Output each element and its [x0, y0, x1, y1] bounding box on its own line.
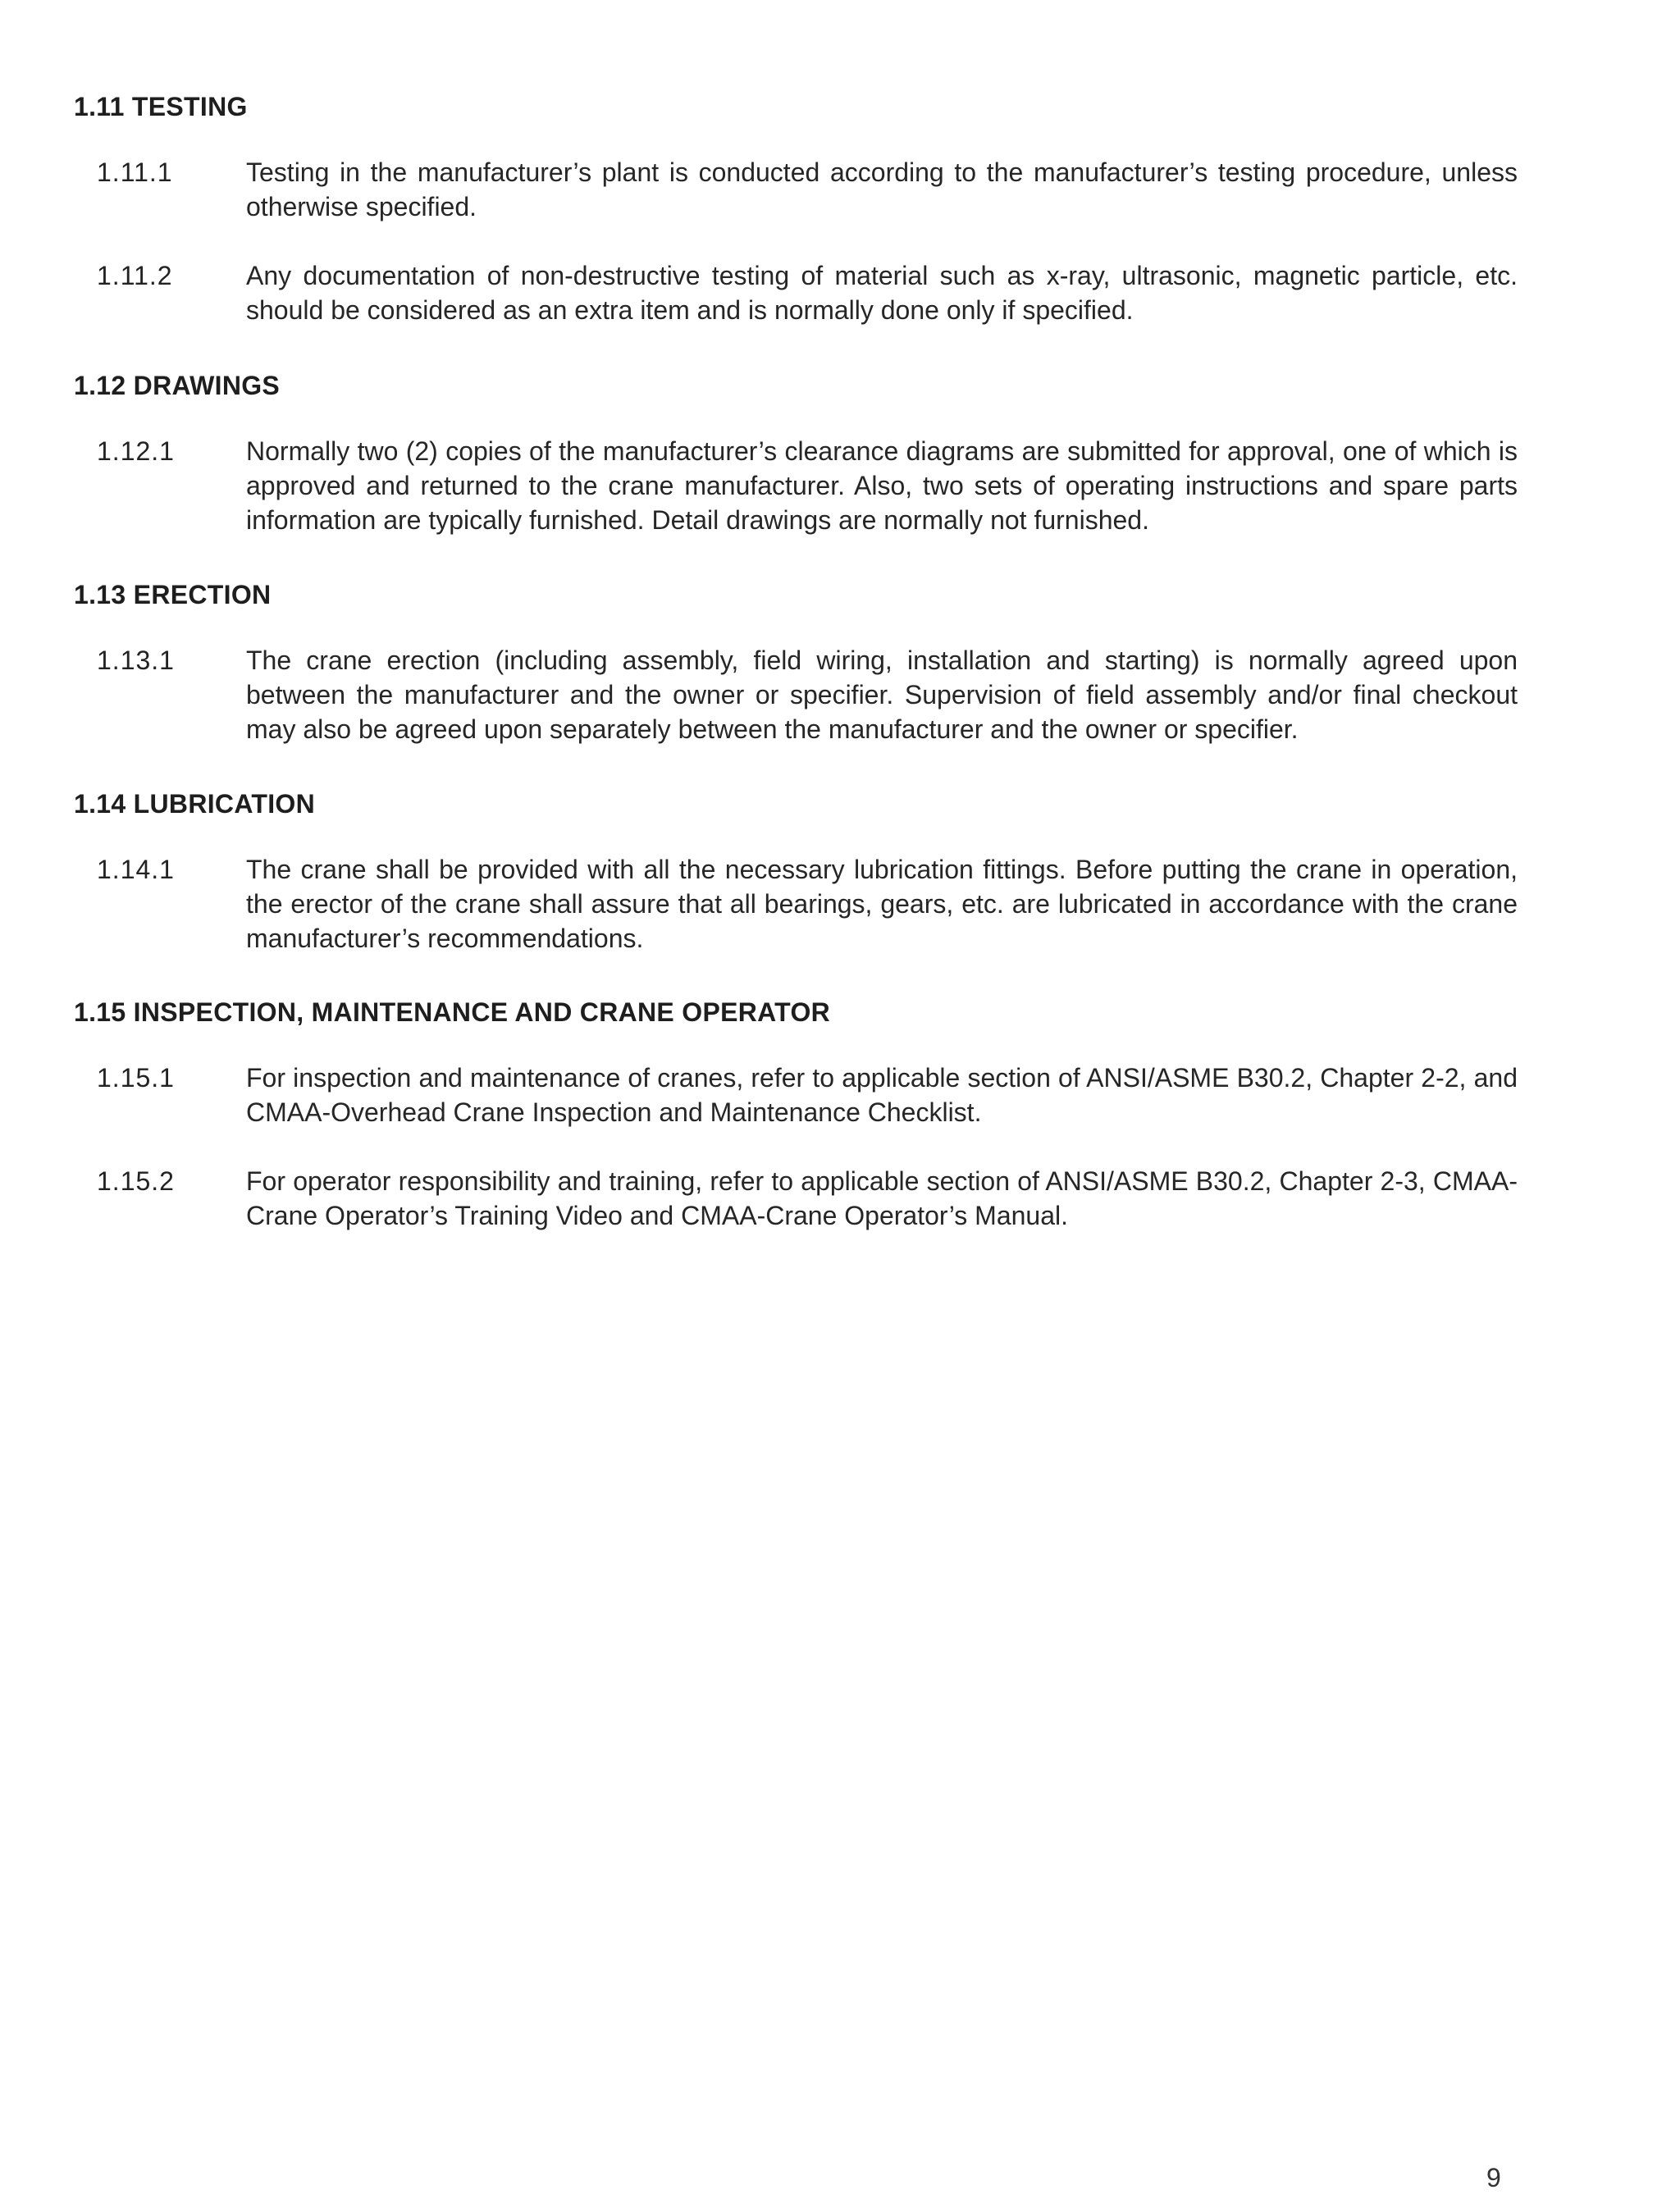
clause-number: 1.12.1 — [97, 436, 175, 466]
clause-number: 1.14.1 — [97, 855, 175, 884]
clause-text: For operator responsibility and training, refer to applicable section of ANSI/ASME B30.2, Chapter 2-3, CMAA-Crane Operator’s Training Video and CMAA-Crane Operator’s Manual. — [246, 1166, 1518, 1230]
clause — [74, 434, 1534, 537]
clause-text: The crane shall be provided with all the necessary lubrication fittings. Before putting the crane in operation, the erector of the crane shall assure that all bearings, gears, etc. are lubricated in accordance with the crane manufacturer’s recommendations. — [246, 855, 1518, 953]
clause-number: 1.11.2 — [97, 261, 173, 290]
clause — [74, 1061, 1534, 1129]
clause — [74, 852, 1534, 956]
page-number: 9 — [1486, 2163, 1501, 2192]
clause-text: The crane erection (including assembly, field wiring, installation and starting) is normally agreed upon between the manufacturer and the owner or specifier. Supervision of field assembly and/or final checkout may also be agreed upon separately between the manufacturer and the owner or specifier. — [246, 646, 1518, 744]
clause — [74, 155, 1534, 224]
clause-text: Any documentation of non-destructive testing of material such as x-ray, ultrasonic, magnetic particle, etc. should be considered as an extra item and is normally done only if specified. — [246, 261, 1518, 325]
clause-text: Normally two (2) copies of the manufacturer’s clearance diagrams are submitted for approval, one of which is approved and returned to the crane manufacturer. Also, two sets of operating instructions and spare parts information are typically furnished. Detail drawings are normally not furnished. — [246, 436, 1518, 535]
section-testing — [74, 92, 1534, 327]
clause-number: 1.11.1 — [97, 157, 173, 187]
section-heading: 1.13 ERECTION — [74, 580, 272, 609]
section-inspection-maintenance — [74, 997, 1534, 1233]
clause-number: 1.15.1 — [97, 1063, 175, 1093]
clause — [74, 258, 1534, 327]
section-heading: 1.12 DRAWINGS — [74, 371, 281, 400]
clause — [74, 643, 1534, 746]
clause-text: For inspection and maintenance of cranes, refer to applicable section of ANSI/ASME B30.2, Chapter 2-2, and CMAA-Overhead Crane Inspection and Maintenance Checklist. — [246, 1063, 1518, 1127]
clause-number: 1.15.2 — [97, 1166, 175, 1196]
section-heading: 1.15 INSPECTION, MAINTENANCE AND CRANE OPERATOR — [74, 997, 831, 1027]
clause-number: 1.13.1 — [97, 646, 175, 675]
section-drawings — [74, 371, 1534, 537]
section-heading: 1.11 TESTING — [74, 92, 248, 121]
section-erection — [74, 580, 1534, 746]
clause-text: Testing in the manufacturer’s plant is conducted according to the manufacturer’s testing procedure, unless otherwise specified. — [246, 157, 1518, 221]
section-lubrication — [74, 789, 1534, 956]
section-heading: 1.14 LUBRICATION — [74, 789, 316, 819]
clause — [74, 1164, 1534, 1233]
